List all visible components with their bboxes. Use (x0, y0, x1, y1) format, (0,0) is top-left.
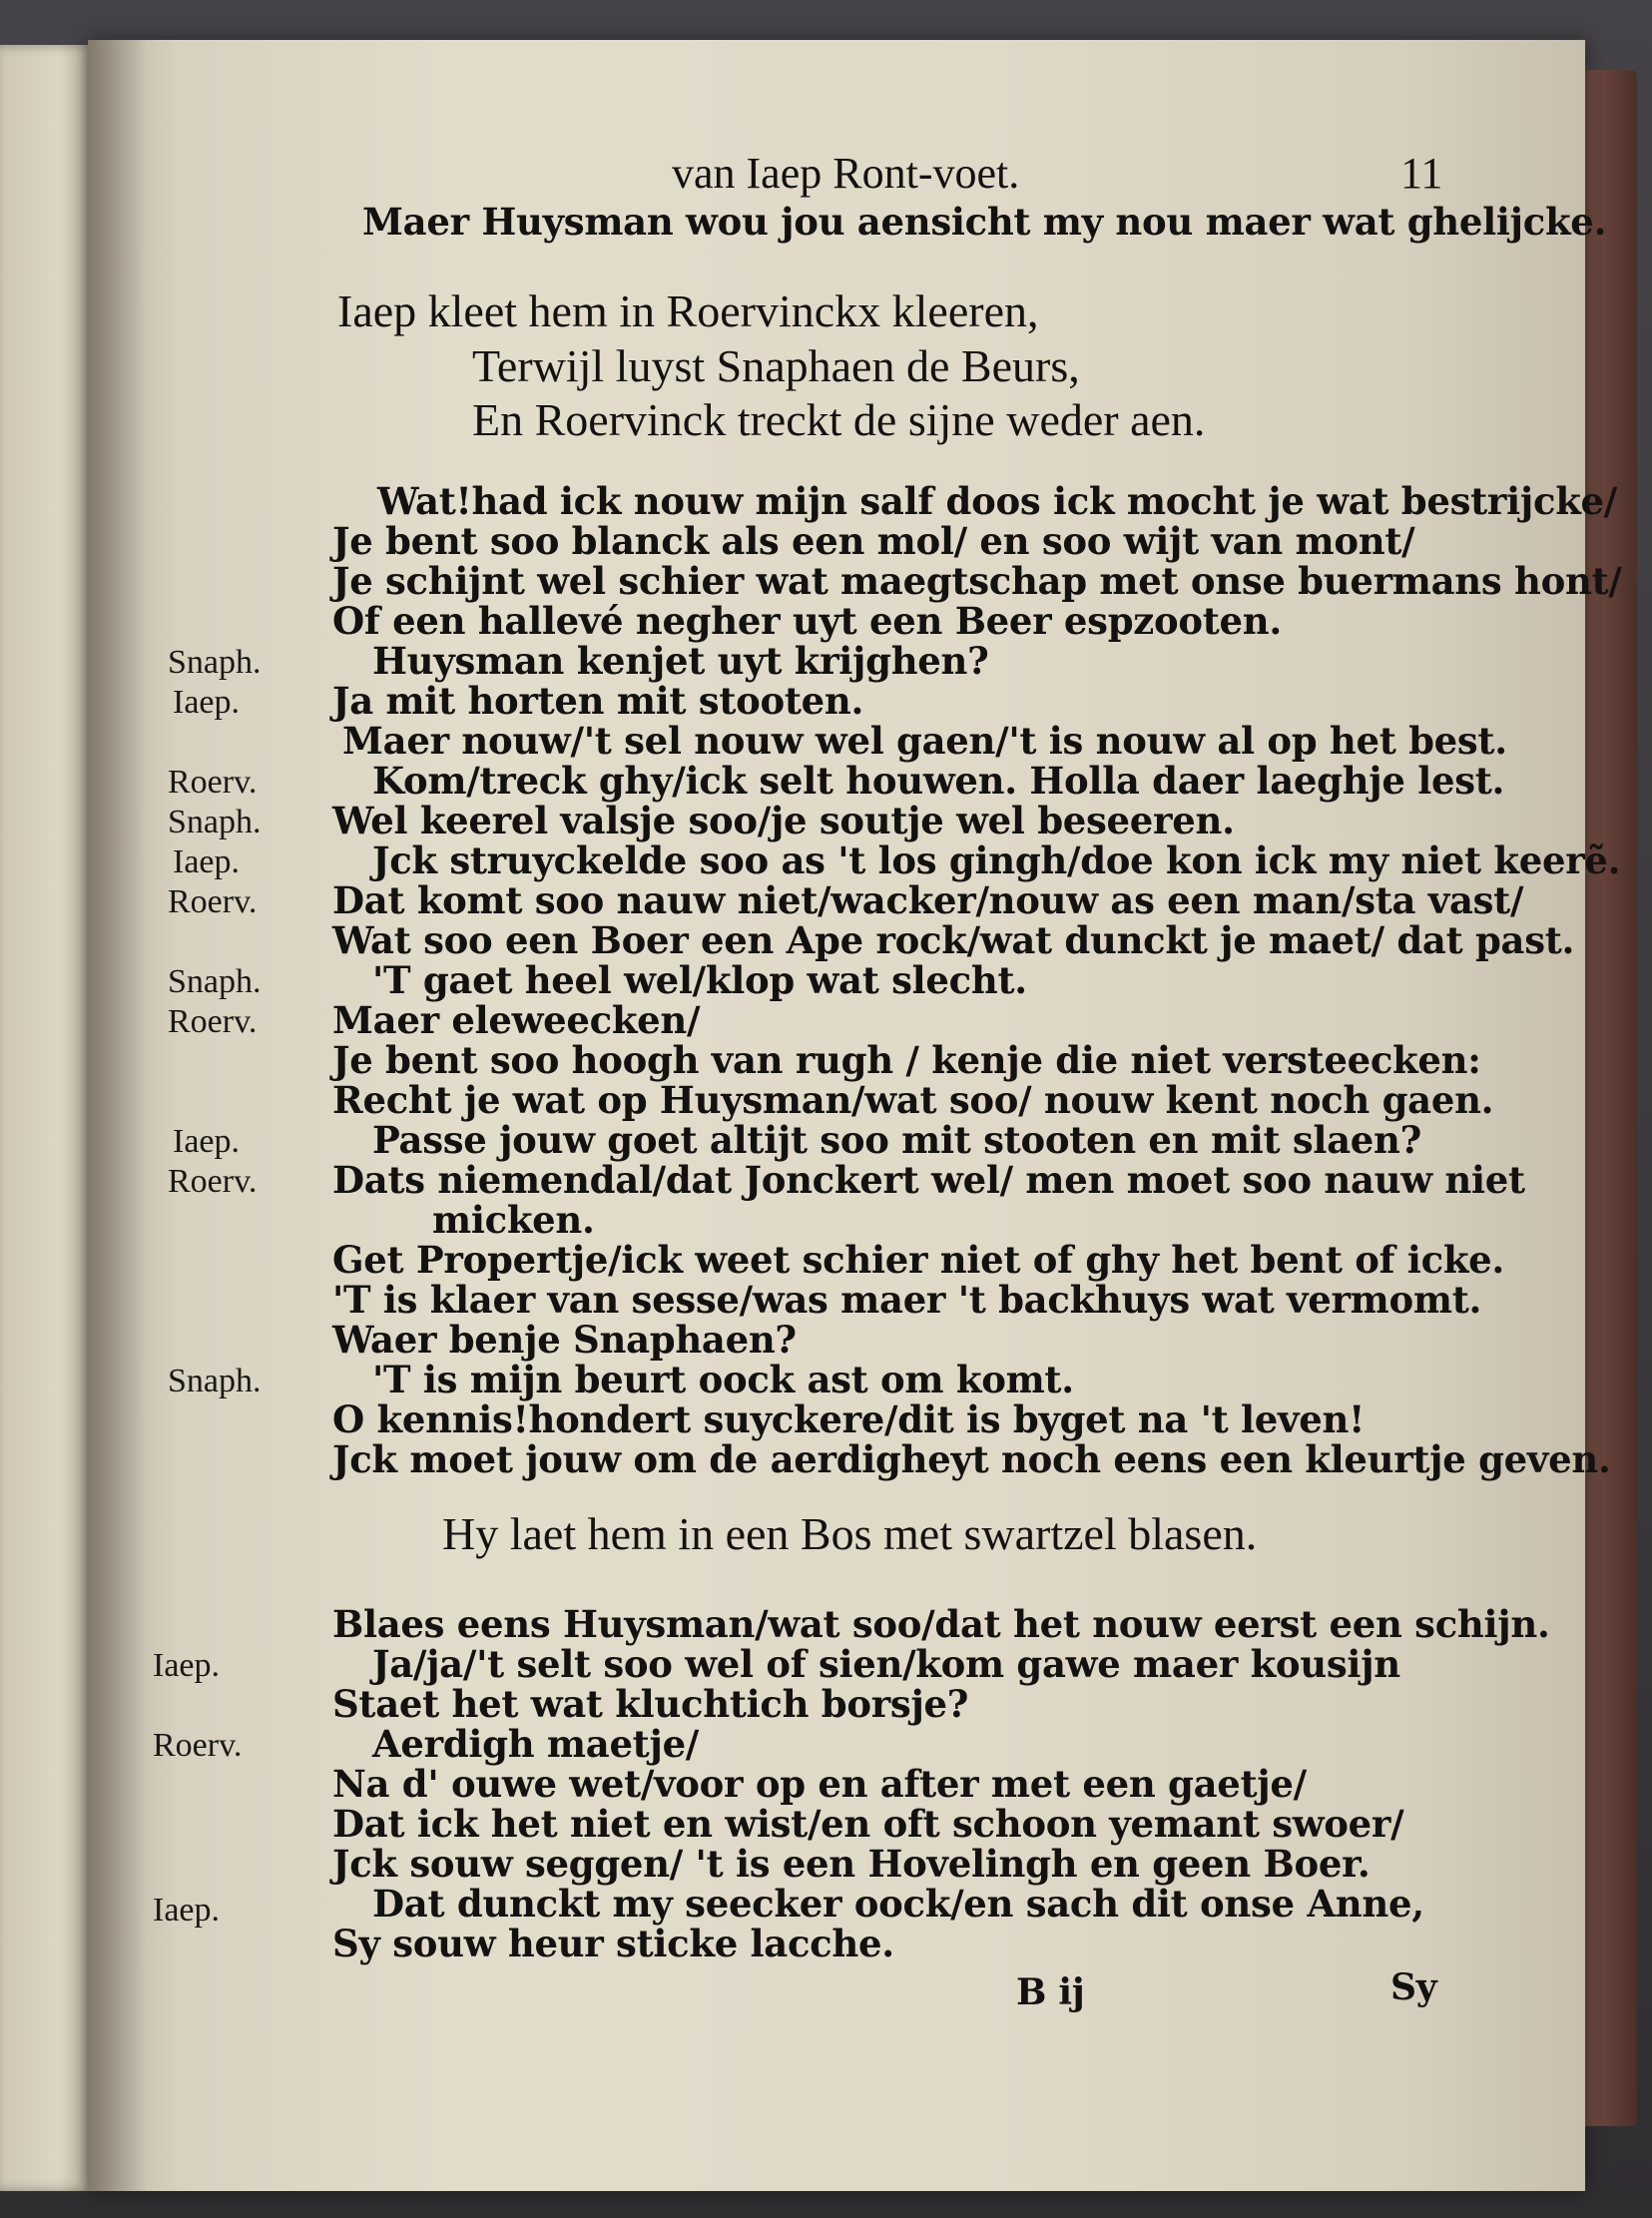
speaker-label: Snaph. (168, 963, 262, 1000)
verse-line: Je bent soo hoogh van rugh / kenje die niet versteecken: (332, 1038, 1481, 1082)
stage-direction: Terwijl luyst Snaphaen de Beurs, (472, 340, 1080, 391)
verse-line: Ja mit horten mit stooten. (332, 679, 864, 723)
verse-line: Blaes eens Huysman/wat soo/dat het nouw eerst een schijn. (332, 1602, 1550, 1646)
verse-line: 'T gaet heel wel/klop wat slecht. (372, 958, 1027, 1002)
verse-line: Wel keerel valsje soo/je soutje wel beseeren. (332, 799, 1235, 842)
page-gutter-shadow (88, 40, 148, 2191)
verse-line: Waer benje Snaphaen? (332, 1318, 797, 1362)
verse-line: Huysman kenjet uyt krijghen? (372, 639, 989, 683)
verse-line: Ja/ja/'t selt soo wel of sien/kom gawe maer kousijn (372, 1642, 1400, 1686)
speaker-label: Iaep. (153, 1647, 221, 1684)
verse-line: 'T is klaer van sesse/was maer 't backhuys wat vermomt. (332, 1278, 1482, 1322)
speaker-label: Snaph. (168, 644, 262, 681)
stage-direction: Iaep kleet hem in Roervinckx kleeren, (337, 285, 1039, 336)
verse-line: Na d' ouwe wet/voor op en after met een gaetje/ (332, 1762, 1307, 1806)
facing-page-edge (0, 45, 95, 2191)
stage-direction: En Roervinck treckt de sijne weder aen. (472, 394, 1206, 445)
verse-line: Passe jouw goet altijt soo mit stooten en mit slaen? (372, 1118, 1422, 1162)
verse-line: Get Propertje/ick weet schier niet of ghy het bent of icke. (332, 1238, 1504, 1282)
verse-line: Jck moet jouw om de aerdigheyt noch eens een kleurtje geven. (332, 1437, 1611, 1481)
verse-line: Aerdigh maetje/ (372, 1722, 700, 1766)
verse-line: Maer Huysman wou jou aensicht my nou maer wat ghelijcke. (362, 200, 1607, 244)
page-number: 11 (1400, 149, 1443, 198)
verse-line: Dats niemendal/dat Jonckert wel/ men moet soo nauw niet (332, 1158, 1525, 1202)
speaker-label: Roerv. (168, 1003, 258, 1040)
book-page (88, 40, 1622, 2191)
verse-line: Dat dunckt my seecker oock/en sach dit onse Anne, (372, 1882, 1424, 1926)
verse-line: Maer eleweecken/ (332, 998, 701, 1042)
speaker-label: Roerv. (168, 883, 258, 920)
verse-line: O kennis!hondert suyckere/dit is byget na 't leven! (332, 1397, 1366, 1441)
verse-line: Maer nouw/'t sel nouw wel gaen/'t is nouw al op het best. (342, 719, 1507, 763)
verse-line: Wat!had ick nouw mijn salf doos ick mocht je wat bestrijcke/ (377, 479, 1617, 523)
verse-line: Wat soo een Boer een Ape rock/wat dunckt je maet/ dat past. (332, 918, 1575, 962)
speaker-label: Iaep. (173, 1123, 241, 1160)
speaker-label: Roerv. (168, 764, 258, 801)
verse-line: Kom/treck ghy/ick selt houwen. Holla daer laeghje lest. (372, 759, 1505, 803)
verse-line: Dat ick het niet en wist/en oft schoon yemant swoer/ (332, 1802, 1404, 1846)
stage-direction: Hy laet hem in een Bos met swartzel blasen. (442, 1508, 1258, 1559)
verse-line: Sy souw heur sticke lacche. (332, 1922, 894, 1965)
speaker-label: Roerv. (168, 1163, 258, 1200)
catchword: Sy (1390, 1966, 1437, 2008)
verse-line: Dat komt soo nauw niet/wacker/nouw as een man/sta vast/ (332, 878, 1524, 922)
speaker-label: Iaep. (173, 843, 241, 880)
speaker-label: Iaep. (173, 684, 241, 721)
signature-mark: B ij (1016, 1971, 1085, 2013)
verse-line: 'T is mijn beurt oock ast om komt. (372, 1358, 1074, 1401)
running-title: van Iaep Ront-voet. (672, 149, 1020, 198)
verse-line: Recht je wat op Huysman/wat soo/ nouw kent noch gaen. (332, 1078, 1494, 1122)
verse-line: Jck souw seggen/ 't is een Hovelingh en geen Boer. (332, 1842, 1371, 1886)
verse-line: Jck struyckelde soo as 't los gingh/doe kon ick my niet keerẽ. (372, 838, 1621, 882)
speaker-label: Snaph. (168, 1363, 262, 1399)
verse-line: Je bent soo blanck als een mol/ en soo wijt van mont/ (332, 519, 1415, 563)
speaker-label: Roerv. (153, 1727, 243, 1764)
verse-line: Of een hallevé negher uyt een Beer espzooten. (332, 599, 1282, 643)
speaker-label: Iaep. (153, 1892, 221, 1929)
verse-line: Je schijnt wel schier wat maegtschap met onse buermans hont/ (332, 559, 1622, 603)
speaker-label: Snaph. (168, 804, 262, 840)
verse-line: micken. (432, 1198, 595, 1242)
verse-line: Staet het wat kluchtich borsje? (332, 1682, 969, 1726)
